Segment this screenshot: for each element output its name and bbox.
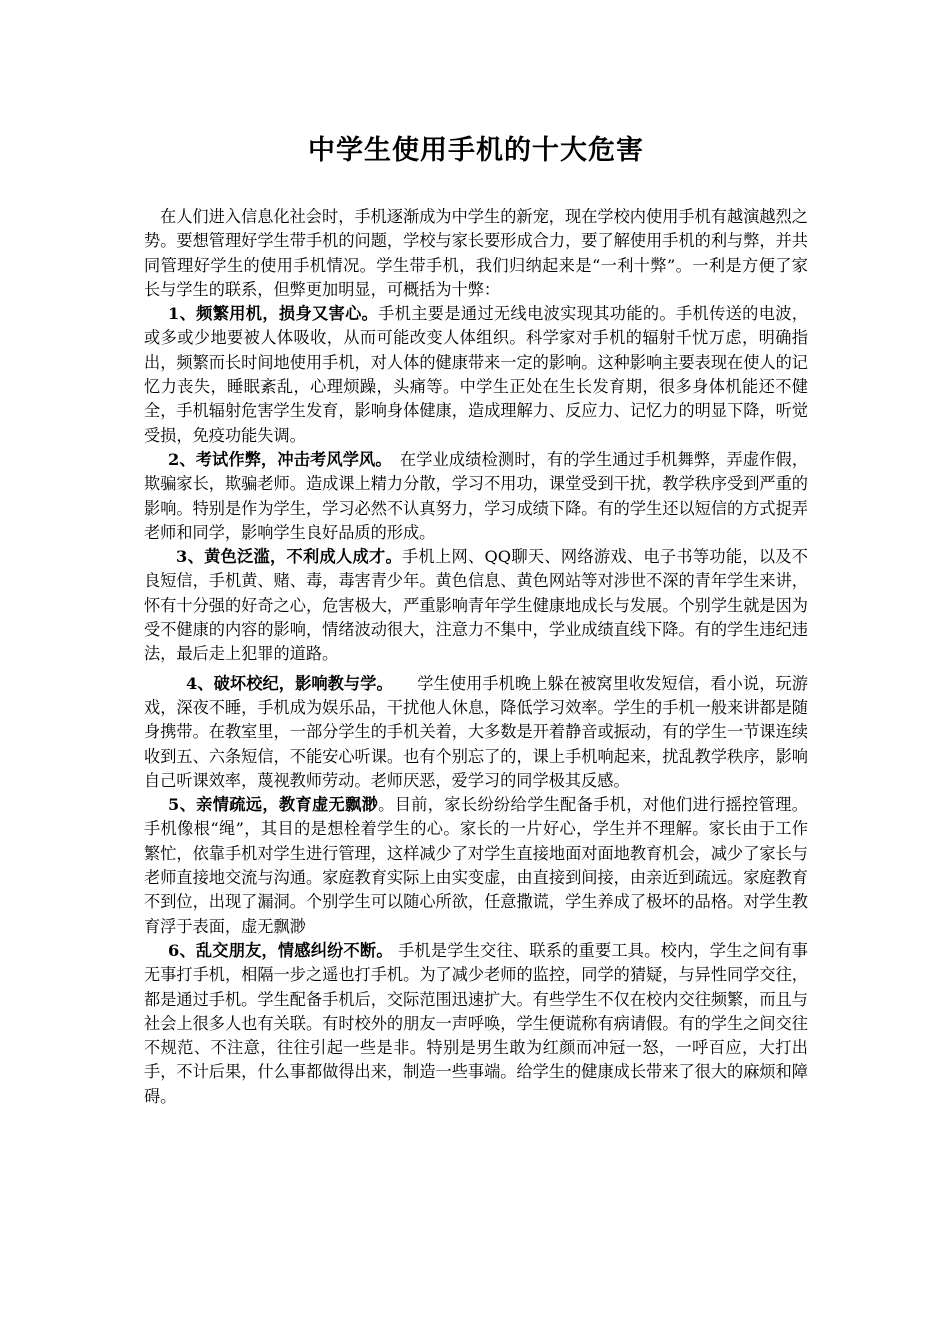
item-body-2: 在学业成绩检测时，有的学生通过手机舞弊，弄虚作假，欺骗家长，欺骗老师。造成课上精力分散，学习不用功，课堂受到干扰，教学秩序受到严重的影响。特别是作为学生，学习必然不认真努力，学习成绩下降。有的学生还以短信的方式捉弄老师和同学，影响学生良好品质的形成。 xyxy=(144,449,809,542)
document-page xyxy=(144,120,808,1109)
item-heading-5: 5、亲情疏远，教育虚无飘渺 xyxy=(168,795,379,815)
item-paragraph-2 xyxy=(144,448,808,545)
item-body-1: 手机主要是通过无线电波实现其功能的。手机传送的电波，或多或少地要被人体吸收，从而可能改变人体组织。科学家对手机的辐射千忧万虑，明确指出，频繁而长时间地使用手机，对人体的健康带来一定的影响。这种影响主要表现在使人的记忆力丧失，睡眠紊乱，心理烦躁，头痛等。中学生正处在生长发育期，很多身体机能还不健全，手机辐射危害学生发育，影响身体健康，造成理解力、反应力、记忆力的明显下降，听觉受损，免疫功能失调。 xyxy=(144,304,808,445)
item-paragraph-5 xyxy=(144,793,808,939)
item-heading-4: 4、破坏校纪，影响教与学。 xyxy=(186,673,385,693)
item-paragraph-1 xyxy=(144,302,808,448)
item-body-6: 手机是学生交往、联系的重要工具。校内，学生之间有事无事打手机，相隔一步之遥也打手机。为了减少老师的监控，同学的猜疑，与异性同学交往，都是通过手机。学生配备手机后，交际范围迅速扩大。有些学生不仅在校内交往频繁，而且与社会上很多人也有关联。有时校外的朋友一声呼唤，学生便谎称有病请假。有的学生之间交往不规范、不注意，往往引起一些是非。特别是男生敢为红颜而冲冠一怒，一呼百应，大打出手，不计后果，什么事都做得出来，制造一些事端。给学生的健康成长带来了很大的麻烦和障碍。 xyxy=(144,940,808,1106)
item-paragraph-6 xyxy=(144,939,808,1109)
item-heading-3: 3、黄色泛滥，不利成人成才。 xyxy=(176,547,403,567)
item-body-5: 。目前，家长纷纷给学生配备手机，对他们进行摇控管理。手机像根“绳”，其目的是想栓着学生的心。家长的一片好心，学生并不理解。家长由于工作繁忙，依靠手机对学生进行管理，这样减少了对学生直接地面对面地教育机会，减少了家长与老师直接地交流与沟通。家庭教育实际上由实变虚，由直接到间接，由亲近到疏远。家庭教育不到位，出现了漏洞。个别学生可以随心所欲，任意撒谎，学生养成了极坏的品格。对学生教育浮于表面，虚无飘渺 xyxy=(144,795,808,936)
item-heading-2: 2、考试作弊，冲击考风学风。 xyxy=(168,449,384,469)
item-body-3: 手机上网、QQ聊天、网络游戏、电子书等功能，以及不良短信，手机黄、赌、毒，毒害青少年。黄色信息、黄色网站等对涉世不深的青年学生来讲，怀有十分强的好奇之心，危害极大，严重影响青年学生健康地成长与发展。个别学生就是因为受不健康的内容的影响，情绪波动很大，注意力不集中，学业成绩直线下降。有的学生违纪违法，最后走上犯罪的道路。 xyxy=(144,547,808,664)
item-paragraph-4 xyxy=(144,672,808,793)
intro-paragraph: 在人们进入信息化社会时，手机逐渐成为中学生的新宠，现在学校内使用手机有越演越烈之势。要想管理好学生带手机的问题，学校与家长要形成合力，要了解使用手机的利与弊，并共同管理好学生的使用手机情况。学生带手机，我们归纳起来是“一利十弊”。一利是方便了家长与学生的联系，但弊更加明显，可概括为十弊： xyxy=(144,207,808,299)
item-heading-1: 1、频繁用机，损身又害心。 xyxy=(168,304,379,324)
item-body-4: 学生使用手机晚上躲在被窝里收发短信，看小说，玩游戏，深夜不睡，手机成为娱乐品，干扰他人休息，降低学习效率。学生的手机一般来讲都是随身携带。在教室里，一部分学生的手机关着，大多数是开着静音或振动，有的学生一节课连续收到五、六条短信，不能安心听课。也有个别忘了的，课上手机响起来，扰乱教学秩序，影响自己听课效率，蔑视教师劳动。老师厌恶，爱学习的同学极其反感。 xyxy=(144,673,808,790)
item-heading-6: 6、乱交朋友，情感纠纷不断。 xyxy=(168,940,393,960)
document-title: 中学生使用手机的十大危害 xyxy=(308,135,644,166)
item-paragraph-3 xyxy=(144,545,808,666)
